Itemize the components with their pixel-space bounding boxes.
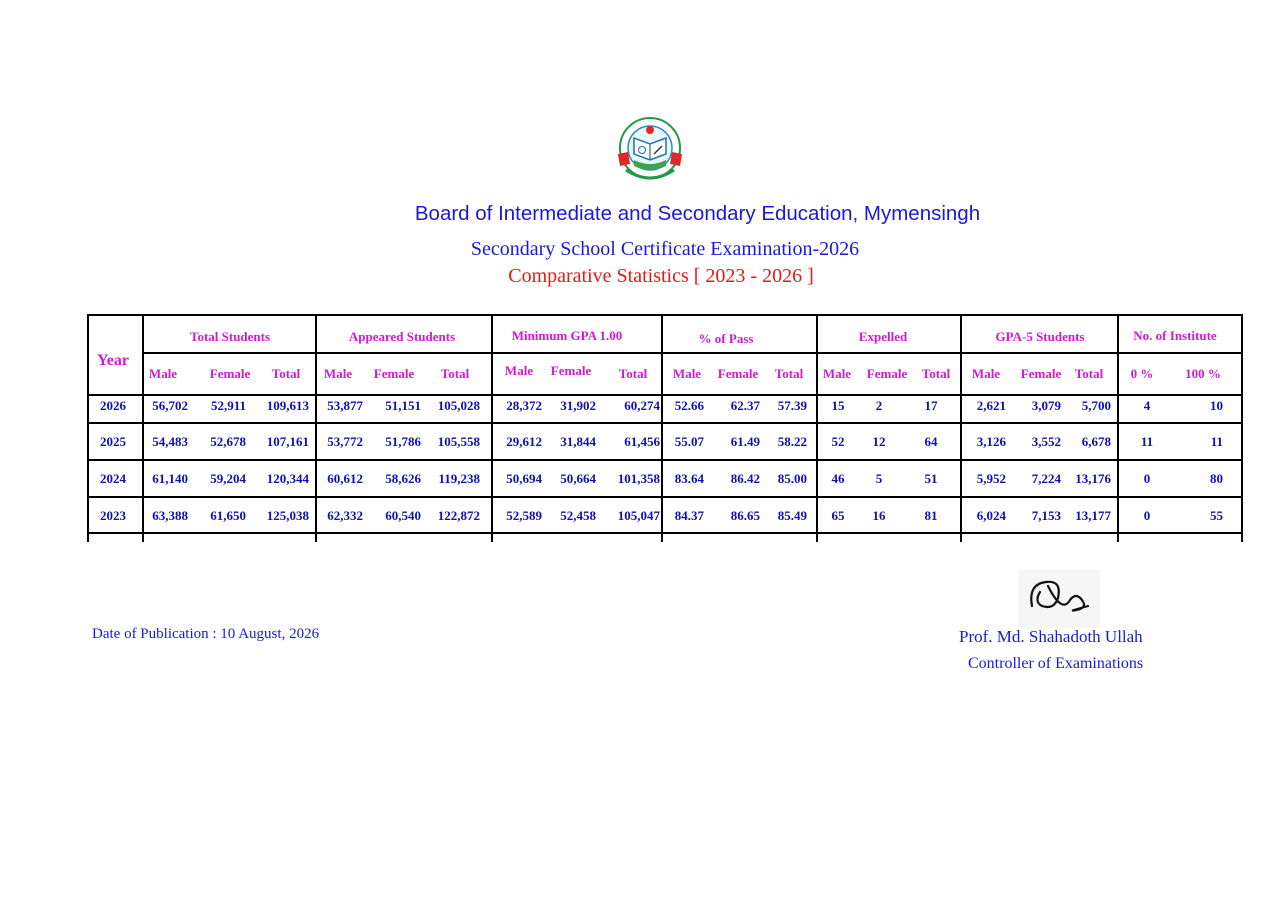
controller-title: Controller of Examinations — [968, 655, 1144, 672]
table-border-top — [87, 314, 1243, 316]
cell-inst-100: 11 — [1210, 434, 1223, 449]
cell-ts-total: 120,344 — [266, 471, 309, 486]
table-row-divider — [87, 496, 1243, 498]
cell-gpa-female: 50,664 — [560, 471, 596, 486]
table-col-divider — [1117, 314, 1119, 542]
cell-pass-male: 55.07 — [674, 434, 704, 449]
cell-inst-100: 80 — [1210, 471, 1223, 486]
subheader-zero-percent: 0 % — [1130, 366, 1154, 381]
group-header-total-students: Total Students — [189, 329, 271, 344]
table-col-divider — [142, 314, 144, 542]
cell-ex-female: 16 — [872, 508, 886, 523]
subheader-female: Female — [550, 363, 592, 378]
subheader-female: Female — [1020, 366, 1062, 381]
subheader-total: Total — [618, 366, 648, 381]
cell-ex-female: 5 — [875, 471, 883, 486]
cell-pass-total: 85.00 — [777, 471, 807, 486]
cell-ex-total: 17 — [924, 398, 938, 413]
table-row-divider — [87, 459, 1243, 461]
cell-pass-male: 84.37 — [674, 508, 704, 523]
table-header-bottom — [87, 394, 1243, 396]
cell-ex-male: 52 — [831, 434, 845, 449]
cell-gpa-male: 28,372 — [506, 398, 542, 413]
cell-ex-male: 46 — [831, 471, 845, 486]
cell-g5-female: 3,552 — [1031, 434, 1061, 449]
subheader-female: Female — [373, 366, 415, 381]
group-header-gpa5-students: GPA-5 Students — [995, 329, 1085, 344]
cell-ex-female: 2 — [875, 398, 883, 413]
cell-ap-male: 53,772 — [327, 434, 363, 449]
cell-ap-total: 119,238 — [438, 471, 480, 486]
cell-g5-female: 3,079 — [1031, 398, 1061, 413]
cell-ap-male: 53,877 — [327, 398, 363, 413]
cell-inst-0: 0 — [1143, 471, 1151, 486]
subheader-female: Female — [717, 366, 759, 381]
row-year: 2025 — [100, 434, 126, 449]
table-col-divider — [491, 314, 493, 542]
cell-ts-total: 125,038 — [266, 508, 309, 523]
cell-gpa-total: 105,047 — [617, 508, 660, 523]
cell-ap-female: 51,151 — [385, 398, 421, 413]
row-year: 2023 — [100, 508, 126, 523]
subheader-hundred-percent: 100 % — [1185, 366, 1221, 381]
cell-ap-male: 62,332 — [327, 508, 363, 523]
cell-ap-total: 105,558 — [437, 434, 480, 449]
cell-ts-male: 63,388 — [152, 508, 188, 523]
subheader-total: Total — [1074, 366, 1104, 381]
cell-g5-male: 2,621 — [976, 398, 1006, 413]
cell-g5-female: 7,153 — [1031, 508, 1061, 523]
cell-ts-female: 59,204 — [210, 471, 246, 486]
cell-g5-male: 6,024 — [976, 508, 1006, 523]
cell-ap-total: 122,872 — [437, 508, 480, 523]
subheader-female: Female — [866, 366, 908, 381]
cell-g5-total: 5,700 — [1081, 398, 1111, 413]
table-col-divider — [661, 314, 663, 542]
cell-inst-0: 11 — [1140, 434, 1154, 449]
cell-pass-total: 58.22 — [777, 434, 807, 449]
cell-g5-male: 5,952 — [976, 471, 1006, 486]
table-col-divider — [1241, 314, 1243, 542]
publication-date: Date of Publication : 10 August, 2026 — [92, 626, 320, 642]
cell-gpa-total: 60,274 — [624, 398, 660, 413]
cell-ap-female: 58,626 — [385, 471, 421, 486]
cell-ts-male: 56,702 — [152, 398, 188, 413]
cell-pass-male: 83.64 — [674, 471, 704, 486]
subheader-total: Total — [440, 366, 470, 381]
cell-ap-total: 105,028 — [437, 398, 480, 413]
cell-pass-female: 86.65 — [730, 508, 760, 523]
table-row-divider — [87, 532, 1243, 534]
table-row-divider — [87, 422, 1243, 424]
subheader-total: Total — [271, 366, 301, 381]
cell-ts-male: 61,140 — [152, 471, 188, 486]
cell-g5-total: 13,177 — [1075, 508, 1111, 523]
cell-inst-100: 55 — [1210, 508, 1223, 523]
cell-gpa-male: 29,612 — [506, 434, 542, 449]
table-col-divider — [960, 314, 962, 542]
cell-gpa-total: 61,456 — [624, 434, 660, 449]
cell-ts-total: 109,613 — [266, 398, 309, 413]
table-col-divider — [816, 314, 818, 542]
table-group-divider — [142, 352, 1243, 354]
group-header-minimum-gpa: Minimum GPA 1.00 — [511, 328, 623, 343]
comparison-title: Comparative Statistics [ 2023 - 2026 ] — [508, 265, 814, 287]
cell-ap-female: 60,540 — [385, 508, 421, 523]
cell-inst-100: 10 — [1210, 398, 1223, 413]
group-header-percent-pass: % of Pass — [698, 331, 754, 346]
cell-ex-total: 81 — [924, 508, 938, 523]
subheader-total: Total — [921, 366, 951, 381]
cell-ts-total: 107,161 — [266, 434, 309, 449]
cell-gpa-female: 31,902 — [560, 398, 596, 413]
table-col-divider — [87, 314, 89, 542]
cell-ts-male: 54,483 — [152, 434, 188, 449]
subheader-male: Male — [971, 366, 1001, 381]
cell-ts-female: 52,911 — [210, 398, 246, 413]
subheader-male: Male — [672, 366, 702, 381]
subheader-total: Total — [774, 366, 804, 381]
board-title: Board of Intermediate and Secondary Education, Mymensingh — [414, 202, 981, 225]
cell-ts-female: 61,650 — [210, 508, 246, 523]
cell-g5-female: 7,224 — [1031, 471, 1061, 486]
cell-ap-male: 60,612 — [327, 471, 363, 486]
subheader-male: Male — [148, 366, 178, 381]
cell-pass-male: 52.66 — [674, 398, 704, 413]
cell-ex-male: 15 — [831, 398, 845, 413]
cell-pass-female: 61.49 — [730, 434, 760, 449]
cell-pass-female: 62.37 — [730, 398, 760, 413]
cell-g5-total: 13,176 — [1075, 471, 1111, 486]
cell-pass-female: 86.42 — [730, 471, 760, 486]
cell-ex-female: 12 — [872, 434, 886, 449]
cell-pass-total: 85.49 — [777, 508, 807, 523]
row-year: 2024 — [100, 471, 126, 486]
row-year: 2026 — [100, 398, 126, 413]
cell-ap-female: 51,786 — [385, 434, 421, 449]
cell-ex-total: 64 — [924, 434, 938, 449]
controller-name: Prof. Md. Shahadoth Ullah — [959, 627, 1143, 646]
subheader-male: Male — [323, 366, 353, 381]
year-header: Year — [97, 352, 129, 369]
subheader-female: Female — [209, 366, 251, 381]
cell-gpa-total: 101,358 — [617, 471, 660, 486]
exam-title: Secondary School Certificate Examination-2026 — [470, 238, 860, 260]
cell-gpa-male: 50,694 — [506, 471, 542, 486]
cell-inst-0: 4 — [1143, 398, 1151, 413]
subheader-male: Male — [822, 366, 852, 381]
cell-ts-female: 52,678 — [210, 434, 246, 449]
cell-gpa-male: 52,589 — [506, 508, 542, 523]
cell-ex-total: 51 — [924, 471, 938, 486]
group-header-expelled: Expelled — [858, 329, 908, 344]
cell-gpa-female: 52,458 — [560, 508, 596, 523]
group-header-institute: No. of Institute — [1133, 328, 1217, 343]
cell-g5-total: 6,678 — [1081, 434, 1111, 449]
cell-inst-0: 0 — [1143, 508, 1151, 523]
group-header-appeared-students: Appeared Students — [348, 329, 456, 344]
cell-g5-male: 3,126 — [976, 434, 1006, 449]
controller-signature — [1018, 570, 1100, 628]
table-col-divider — [315, 314, 317, 542]
cell-ex-male: 65 — [831, 508, 845, 523]
cell-gpa-female: 31,844 — [560, 434, 596, 449]
cell-pass-total: 57.39 — [777, 398, 807, 413]
subheader-male: Male — [504, 363, 534, 378]
